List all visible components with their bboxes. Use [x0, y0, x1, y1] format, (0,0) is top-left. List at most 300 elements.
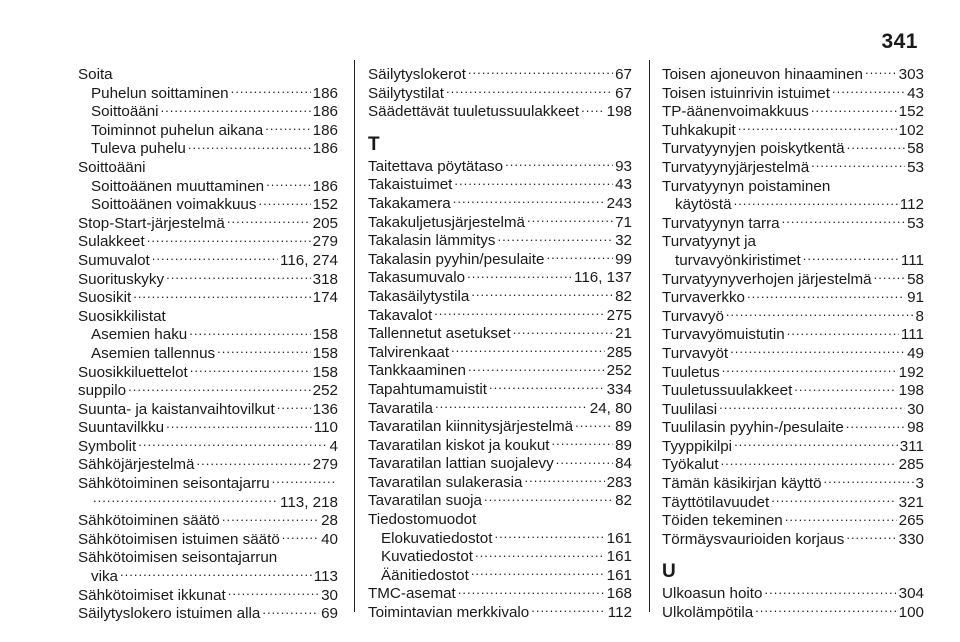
- dot-leader: [468, 363, 605, 375]
- index-entry-label: Talvirenkaat: [368, 343, 450, 361]
- index-entry-label: Tuuletus: [662, 363, 720, 381]
- index-entry[interactable]: [368, 325, 632, 344]
- index-page-ref: 285: [606, 343, 632, 361]
- dot-leader: [93, 495, 278, 507]
- index-column-1: [78, 66, 338, 624]
- dot-leader: [531, 605, 606, 617]
- index-page-ref: 84: [615, 455, 632, 473]
- dot-leader: [277, 402, 311, 414]
- index-page-ref: 28: [321, 512, 338, 530]
- index-heading: Suosikkilistat: [78, 307, 166, 325]
- index-entry[interactable]: [662, 494, 924, 513]
- index-page-ref: 330: [898, 530, 924, 548]
- index-entry-label: Turvaverkko: [662, 289, 745, 307]
- index-entry-label: Säilytystilat: [368, 84, 444, 102]
- index-entry[interactable]: [662, 140, 924, 159]
- index-entry-label: Sähkötoimiset ikkunat: [78, 586, 226, 604]
- index-page-ref: 158: [312, 344, 338, 362]
- index-page-ref: 93: [615, 157, 632, 175]
- index-heading: Turvatyynyn poistaminen: [662, 177, 831, 195]
- index-entry[interactable]: [78, 345, 338, 364]
- index-entry[interactable]: [368, 567, 632, 586]
- index-entry-label: Suunta- ja kaistanvaihtovilkut: [78, 400, 275, 418]
- index-entry-label: Tyyppikilpi: [662, 437, 733, 455]
- index-entry[interactable]: [662, 382, 924, 401]
- index-entry-label: Tuulilasin pyyhin-/pesulaite: [662, 419, 844, 437]
- dot-leader: [282, 532, 319, 544]
- index-entry[interactable]: [368, 214, 632, 233]
- index-entry[interactable]: [78, 178, 338, 197]
- dot-leader: [262, 606, 319, 618]
- index-page-ref: 43: [907, 84, 924, 102]
- index-entry-label: Soittoäänen muuttaminen: [91, 177, 265, 195]
- dot-leader: [832, 86, 905, 98]
- dot-leader: [217, 346, 311, 358]
- index-entry[interactable]: [78, 196, 338, 215]
- index-entry-label: Takaistuimet: [368, 176, 453, 194]
- dot-leader: [824, 476, 914, 488]
- index-entry-label: Sähkötoiminen säätö: [78, 512, 220, 530]
- index-entry[interactable]: [662, 364, 924, 383]
- index-page-ref: 168: [606, 585, 632, 603]
- index-entry-label: Elokuvatiedostot: [381, 529, 493, 547]
- dot-leader: [446, 86, 613, 98]
- dot-leader: [468, 67, 613, 79]
- index-entry[interactable]: [368, 288, 632, 307]
- index-page-ref: 136: [312, 400, 338, 418]
- index-page-ref: 100: [898, 604, 924, 622]
- dot-leader: [451, 345, 605, 357]
- dot-leader: [497, 233, 613, 245]
- index-entry-label: Tavaratilan sulakerasia: [368, 473, 523, 491]
- index-entry-label: Säilytyslokerot: [368, 66, 466, 83]
- dot-leader: [794, 383, 896, 395]
- index-entry[interactable]: [368, 66, 632, 85]
- index-entry[interactable]: [662, 215, 924, 234]
- dot-leader: [771, 495, 896, 507]
- index-entry[interactable]: [368, 585, 632, 604]
- index-letter-heading: U: [662, 561, 676, 583]
- index-entry[interactable]: [662, 271, 924, 290]
- index-entry-label: Toimintavian merkkivalo: [368, 604, 530, 622]
- index-entry[interactable]: [78, 512, 338, 531]
- index-entry-label: Toisen istuinrivin istuimet: [662, 84, 830, 102]
- index-entry[interactable]: [662, 438, 924, 457]
- index-page-ref: 152: [312, 196, 338, 214]
- index-page-ref: 161: [606, 548, 632, 566]
- dot-leader: [258, 197, 310, 209]
- index-entry[interactable]: [78, 122, 338, 141]
- index-entry-label: vika: [91, 568, 119, 586]
- index-entry[interactable]: [368, 530, 632, 549]
- dot-leader: [434, 308, 604, 320]
- index-entry[interactable]: [368, 251, 632, 270]
- index-entry-label: Stop-Start-järjestelmä: [78, 214, 225, 232]
- index-entry[interactable]: [662, 122, 924, 141]
- index-entry[interactable]: [662, 196, 924, 215]
- index-page-ref: 318: [312, 270, 338, 288]
- dot-leader: [197, 457, 311, 469]
- index-entry[interactable]: [78, 364, 338, 383]
- index-entry-label: Täyttötilavuudet: [662, 493, 770, 511]
- index-entry[interactable]: [368, 492, 632, 511]
- index-page-ref: 112: [899, 196, 924, 214]
- index-entry[interactable]: [662, 66, 924, 85]
- index-entry-label: Takalasin pyyhin/pesulaite: [368, 250, 545, 268]
- index-entry-label: Äänitiedostot: [381, 566, 469, 584]
- index-page-ref: 71: [615, 213, 632, 231]
- dot-leader: [494, 531, 604, 543]
- dot-leader: [454, 177, 613, 189]
- index-page-ref: 91: [907, 289, 924, 307]
- index-entry[interactable]: [78, 85, 338, 104]
- index-page-ref: 43: [615, 176, 632, 194]
- dot-leader: [272, 476, 336, 488]
- dot-leader: [458, 586, 605, 598]
- index-page-ref: 265: [898, 512, 924, 530]
- index-entry-label: Töiden tekeminen: [662, 512, 783, 530]
- index-entry[interactable]: [78, 531, 338, 550]
- dot-leader: [738, 123, 897, 135]
- index-entry-label: Toiminnot puhelun aikana: [91, 121, 264, 139]
- index-page-ref: 198: [606, 103, 632, 121]
- index-entry-label: Takakamera: [368, 194, 451, 212]
- index-page-ref: 3: [915, 475, 924, 493]
- dot-leader: [228, 588, 319, 600]
- dot-leader: [166, 420, 312, 432]
- dot-leader: [721, 457, 897, 469]
- index-page-ref: 32: [615, 232, 632, 250]
- dot-leader: [747, 290, 905, 302]
- index-page-ref: 89: [615, 418, 632, 436]
- index-page-ref: 174: [312, 289, 338, 307]
- dot-leader: [847, 141, 905, 153]
- index-entry-label: Tavaratilan lattian suojalevy: [368, 455, 554, 473]
- index-column-3: [662, 66, 924, 623]
- index-entry[interactable]: [78, 382, 338, 401]
- index-entry[interactable]: [78, 438, 338, 457]
- index-entry-label: Tavaratila: [368, 399, 433, 417]
- index-page-ref: 186: [312, 140, 338, 158]
- index-entry[interactable]: [662, 419, 924, 438]
- dot-leader: [524, 475, 604, 487]
- dot-leader: [546, 252, 613, 264]
- index-heading: Soita: [78, 66, 113, 83]
- index-entry[interactable]: [662, 512, 924, 531]
- dot-leader: [161, 104, 311, 116]
- index-page-ref: 243: [606, 194, 632, 212]
- dot-leader: [489, 382, 605, 394]
- dot-leader: [133, 290, 310, 302]
- dot-leader: [471, 568, 605, 580]
- index-entry-label: käytöstä: [675, 196, 732, 214]
- dot-leader: [764, 586, 896, 598]
- index-page-ref: 110: [313, 419, 338, 437]
- index-entry-label: Suosikkiluettelot: [78, 363, 188, 381]
- index-entry-label: TMC-asemat: [368, 585, 456, 603]
- dot-leader: [138, 439, 327, 451]
- index-page-ref: 4: [329, 437, 338, 455]
- index-entry-label: Turvatyynyn tarra: [662, 214, 780, 232]
- index-entry-label: Törmäysvaurioiden korjaus: [662, 530, 845, 548]
- index-entry[interactable]: [78, 103, 338, 122]
- index-entry[interactable]: [78, 326, 338, 345]
- dot-leader: [147, 234, 311, 246]
- index-entry-label: Säilytyslokero istuimen alla: [78, 605, 261, 623]
- index-entry-label: Turvavyö: [662, 307, 724, 325]
- dot-leader: [755, 605, 896, 617]
- dot-leader: [471, 289, 613, 301]
- index-entry[interactable]: [368, 437, 632, 456]
- index-entry[interactable]: [78, 401, 338, 420]
- index-entry[interactable]: [368, 232, 632, 251]
- index-entry[interactable]: [368, 85, 632, 104]
- dot-leader: [575, 419, 613, 431]
- index-entry[interactable]: [368, 195, 632, 214]
- index-entry[interactable]: [368, 158, 632, 177]
- dot-leader: [467, 270, 572, 282]
- dot-leader: [189, 327, 310, 339]
- index-entry-label: Soittoäänen voimakkuus: [91, 196, 257, 214]
- index-heading: Soittoääni: [78, 158, 146, 176]
- index-entry[interactable]: [662, 326, 924, 345]
- index-entry[interactable]: [78, 233, 338, 252]
- index-entry[interactable]: [78, 289, 338, 308]
- index-page-ref: 102: [898, 121, 924, 139]
- index-entry[interactable]: [368, 400, 632, 419]
- index-entry[interactable]: [78, 140, 338, 159]
- index-page-ref: 186: [312, 121, 338, 139]
- dot-leader: [846, 532, 896, 544]
- index-page-ref: 99: [615, 250, 632, 268]
- dot-leader: [556, 456, 613, 468]
- index-entry[interactable]: [662, 103, 924, 122]
- index-entry-label: Tallennetut asetukset: [368, 325, 511, 343]
- index-entry[interactable]: [368, 176, 632, 195]
- dot-leader: [734, 197, 898, 209]
- index-entry[interactable]: [368, 474, 632, 493]
- dot-leader: [231, 86, 311, 98]
- index-entry[interactable]: [662, 345, 924, 364]
- dot-leader: [120, 569, 312, 581]
- index-entry-label: Takakuljetusjärjestelmä: [368, 213, 526, 231]
- index-entry[interactable]: [368, 455, 632, 474]
- index-page-ref: 186: [312, 103, 338, 121]
- index-entry-label: Tuleva puhelu: [91, 140, 186, 158]
- index-page-ref: 279: [312, 233, 338, 251]
- index-page-ref: 304: [898, 585, 924, 603]
- index-page-ref: 30: [321, 586, 338, 604]
- index-entry[interactable]: [78, 587, 338, 606]
- index-entry[interactable]: [368, 604, 632, 623]
- index-entry-label: Tuhkakupit: [662, 121, 736, 139]
- index-entry-label: Työkalut: [662, 456, 719, 474]
- index-page-ref: 30: [907, 400, 924, 418]
- index-page-ref: 186: [312, 84, 338, 102]
- dot-leader: [782, 216, 905, 228]
- dot-leader: [785, 513, 897, 525]
- dot-leader: [865, 67, 897, 79]
- index-entry-label: Takasumuvalo: [368, 269, 466, 287]
- dot-leader: [581, 104, 605, 116]
- dot-leader: [188, 141, 311, 153]
- index-page-ref: 158: [312, 363, 338, 381]
- dot-leader: [166, 272, 311, 284]
- index-page-ref: 334: [606, 380, 632, 398]
- index-page-ref: 40: [321, 530, 338, 548]
- index-entry-label: Suorituskyky: [78, 270, 165, 288]
- index-page-ref: 21: [615, 325, 632, 343]
- index-page-ref: 116, 274: [280, 251, 338, 269]
- index-page-ref: 24, 80: [589, 399, 632, 417]
- index-entry[interactable]: [78, 271, 338, 290]
- column-divider-2: [649, 60, 650, 612]
- index-page-ref: 279: [312, 456, 338, 474]
- index-entry-label: Asemien tallennus: [91, 344, 216, 362]
- dot-leader: [719, 402, 905, 414]
- index-entry-label: turvavyönkiristimet: [675, 251, 801, 269]
- index-entry[interactable]: [368, 362, 632, 381]
- index-entry[interactable]: [368, 344, 632, 363]
- dot-leader: [730, 346, 905, 358]
- index-entry[interactable]: [368, 548, 632, 567]
- index-entry-label: Symbolit: [78, 437, 137, 455]
- index-entry-label: Tavaratilan kiinnitysjärjestelmä: [368, 418, 574, 436]
- index-entry-label: Takalasin lämmitys: [368, 232, 496, 250]
- index-entry-label: Suuntavilkku: [78, 419, 165, 437]
- index-page-ref: 67: [615, 84, 632, 102]
- dot-leader: [227, 216, 311, 228]
- dot-leader: [505, 159, 613, 171]
- index-page-ref: 82: [615, 287, 632, 305]
- index-page-ref: 69: [321, 605, 338, 623]
- index-entry[interactable]: [368, 269, 632, 288]
- index-page-ref: 8: [915, 307, 924, 325]
- dot-leader: [453, 196, 605, 208]
- index-page-ref: 49: [907, 344, 924, 362]
- index-entry-label: Sähkötoiminen seisontajarru: [78, 475, 270, 493]
- dot-leader: [787, 327, 899, 339]
- index-entry-label: Sulakkeet: [78, 233, 145, 251]
- dot-leader: [552, 438, 614, 450]
- index-entry[interactable]: [368, 381, 632, 400]
- column-divider-1: [354, 60, 355, 612]
- index-page-ref: 58: [907, 140, 924, 158]
- index-entry-label: Sähköjärjestelmä: [78, 456, 195, 474]
- index-entry-label: Tavaratilan suoja: [368, 492, 482, 510]
- index-page-ref: 89: [615, 436, 632, 454]
- dot-leader: [484, 493, 613, 505]
- index-entry-label: Asemien haku: [91, 326, 188, 344]
- index-page-ref: 285: [898, 456, 924, 474]
- index-entry-label: Tankkaaminen: [368, 362, 466, 380]
- dot-leader: [874, 272, 905, 284]
- index-entry-label: Toisen ajoneuvon hinaaminen: [662, 66, 863, 83]
- dot-leader: [726, 309, 914, 321]
- index-page-ref: 321: [898, 493, 924, 511]
- index-entry[interactable]: [662, 475, 924, 494]
- index-entry[interactable]: [368, 418, 632, 437]
- index-page-ref: 283: [606, 473, 632, 491]
- index-entry-label: Suosikit: [78, 289, 132, 307]
- index-entry[interactable]: [662, 604, 924, 623]
- index-entry[interactable]: [662, 585, 924, 604]
- index-entry[interactable]: [78, 494, 338, 513]
- index-entry[interactable]: [662, 85, 924, 104]
- index-entry[interactable]: [78, 215, 338, 234]
- index-heading: Turvatyynyt ja: [662, 233, 756, 251]
- index-page-ref: 53: [907, 214, 924, 232]
- index-entry-label: Turvatyynyjen poiskytkentä: [662, 140, 845, 158]
- index-page-ref: 205: [312, 214, 338, 232]
- index-entry-label: Tuulilasi: [662, 400, 718, 418]
- index-page-ref: 252: [312, 382, 338, 400]
- index-page-ref: 116, 137: [574, 269, 632, 287]
- index-entry[interactable]: [78, 419, 338, 438]
- index-entry-label: Puhelun soittaminen: [91, 84, 229, 102]
- index-page-ref: 112: [607, 604, 632, 622]
- index-entry[interactable]: [368, 103, 632, 122]
- index-column-2: [368, 66, 632, 623]
- index-entry[interactable]: [662, 531, 924, 550]
- index-entry[interactable]: [368, 307, 632, 326]
- index-entry[interactable]: [662, 252, 924, 271]
- index-entry-label: Ulkolämpötila: [662, 604, 754, 622]
- index-entry-label: Sumuvalot: [78, 251, 150, 269]
- index-entry-label: Tavaratilan kiskot ja koukut: [368, 436, 550, 454]
- index-entry-label: Taitettava pöytätaso: [368, 157, 504, 175]
- index-entry[interactable]: [78, 252, 338, 271]
- dot-leader: [527, 215, 613, 227]
- index-page-ref: 82: [615, 492, 632, 510]
- dot-leader: [734, 439, 898, 451]
- index-entry-label: TP-äänenvoimakkuus: [662, 103, 809, 121]
- index-page-ref: 192: [898, 363, 924, 381]
- index-entry-label: Tämän käsikirjan käyttö: [662, 475, 822, 493]
- index-entry[interactable]: [78, 475, 338, 494]
- dot-leader: [846, 420, 905, 432]
- index-entry[interactable]: [662, 159, 924, 178]
- index-entry[interactable]: [78, 568, 338, 587]
- dot-leader: [722, 365, 897, 377]
- index-entry[interactable]: [662, 289, 924, 308]
- index-entry-label: Soittoääni: [91, 103, 159, 121]
- index-entry-label: Takavalot: [368, 306, 433, 324]
- index-entry[interactable]: [78, 456, 338, 475]
- index-entry[interactable]: [662, 308, 924, 327]
- index-page-ref: 53: [907, 158, 924, 176]
- index-page-ref: 67: [615, 66, 632, 83]
- index-page-ref: 198: [898, 382, 924, 400]
- index-heading: Sähkötoimisen seisontajarrun: [78, 549, 278, 567]
- index-page-ref: 111: [900, 326, 924, 344]
- dot-leader: [128, 383, 311, 395]
- index-entry-label: Tuuletussuulakkeet: [662, 382, 793, 400]
- dot-leader: [435, 401, 588, 413]
- dot-leader: [811, 160, 905, 172]
- index-page-ref: 111: [900, 251, 924, 269]
- index-entry-label: Tapahtumamuistit: [368, 380, 488, 398]
- index-page-ref: 158: [312, 326, 338, 344]
- index-entry[interactable]: [78, 605, 338, 624]
- index-entry[interactable]: [662, 456, 924, 475]
- dot-leader: [475, 549, 605, 561]
- index-entry-label: Säädettävät tuuletussuulakkeet: [368, 103, 580, 121]
- index-entry-label: Kuvatiedostot: [381, 548, 474, 566]
- index-entry[interactable]: [662, 401, 924, 420]
- index-heading: Tiedostomuodot: [368, 511, 477, 529]
- index-entry-label: suppilo: [78, 382, 127, 400]
